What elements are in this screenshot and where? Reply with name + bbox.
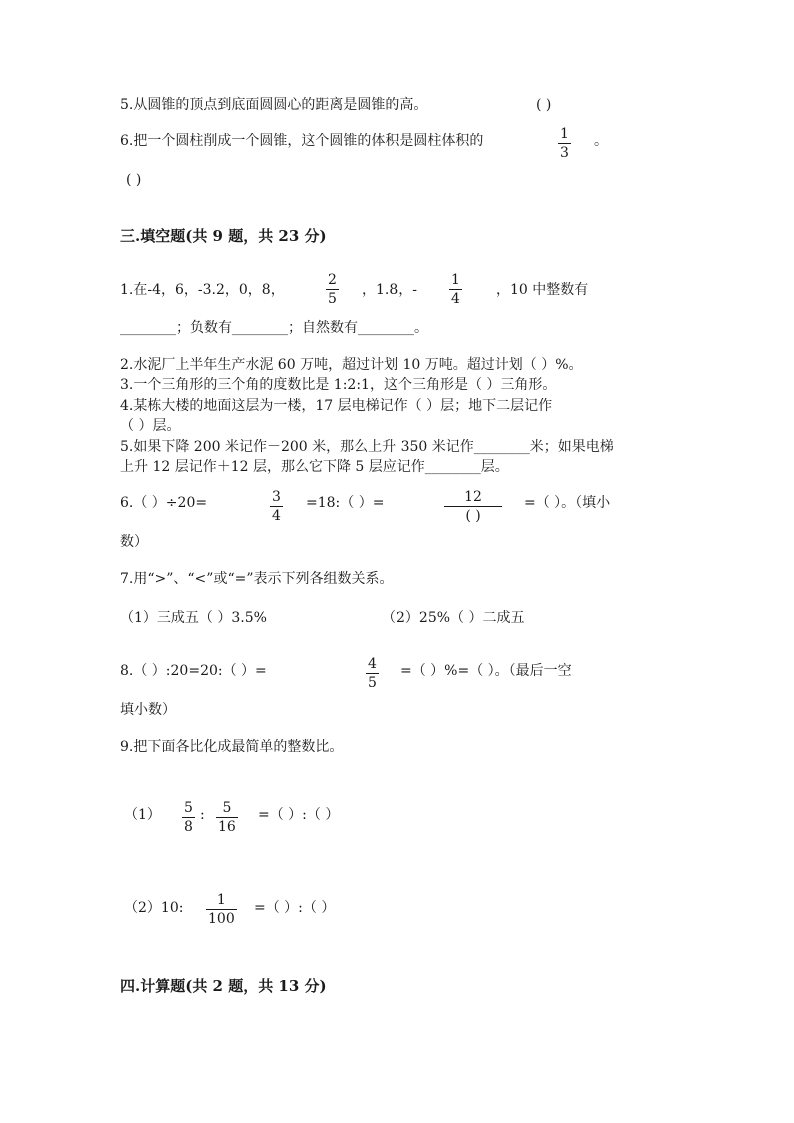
- fill-q9-item2-label: （2）10:: [124, 900, 184, 916]
- fraction-denominator: 3: [560, 145, 569, 161]
- fill-q1-part2: ，1.8，-: [362, 282, 417, 298]
- fraction-numerator: 5: [184, 800, 193, 816]
- fraction-numerator: 3: [272, 489, 281, 505]
- fraction-bar: [182, 817, 195, 818]
- fraction-denominator: 5: [368, 675, 377, 691]
- fraction-denominator: 4: [272, 508, 281, 524]
- fraction-numerator: 1: [216, 892, 226, 908]
- fill-q5-cont: 上升 12 层记作＋12 层，那么它下降 5 层应记作________层。: [120, 459, 509, 475]
- fill-q4: 4.某栋大楼的地面这层为一楼，17 层电梯记作（ ）层；地下二层记作: [120, 398, 553, 414]
- fraction-five-sixteenths: [216, 800, 238, 835]
- fill-q6: 6.（ ）÷20=: [120, 495, 208, 511]
- judge-q6-answer-paren: ( ): [126, 172, 142, 188]
- fraction-bar: [449, 289, 462, 290]
- fraction-five-eighths: [182, 800, 195, 835]
- fill-q8-part2: =（ ）%=（ ）。（最后一空: [400, 663, 572, 679]
- fill-q2: 2.水泥厂上半年生产水泥 60 万吨，超过计划 10 万吨。超过计划（ ）%。: [120, 357, 583, 373]
- fill-q7: 7.用“>”、“<”或“=”表示下列各组数关系。: [120, 571, 394, 587]
- fraction-denominator: 100: [208, 911, 235, 927]
- fraction-twelve-over-blank: [444, 489, 502, 524]
- fill-q6-cont: 数）: [120, 534, 148, 550]
- fill-q7-item1: （1）三成五（ ）3.5%: [120, 610, 267, 626]
- judge-q6-end: 。: [594, 133, 608, 149]
- fraction-numerator: 1: [560, 126, 569, 142]
- fill-q1-blanks: ________；负数有________；自然数有________。: [120, 320, 428, 336]
- fill-q9-item1-answer: =（ ）:（ ）: [258, 807, 340, 823]
- fill-q3: 3.一个三角形的三个角的度数比是 1:2:1，这个三角形是（ ）三角形。: [120, 377, 557, 393]
- fraction-denominator: 16: [218, 819, 236, 835]
- fill-q5: 5.如果下降 200 米记作－200 米，那么上升 350 米记作________米；如果电梯: [120, 439, 614, 455]
- fill-q6-part3: =（ ）。（填小: [524, 495, 611, 511]
- fraction-one-third: [558, 126, 571, 161]
- fill-q9: 9.把下面各比化成最简单的整数比。: [120, 739, 344, 755]
- fill-q1: 1.在-4，6，-3.2，0，8，: [120, 282, 285, 298]
- fill-q8: 8.（ ）:20=20:（ ）=: [120, 663, 267, 679]
- fill-q9-item2-answer: =（ ）:（ ）: [254, 900, 336, 916]
- fraction-one-hundredth: [206, 892, 237, 927]
- fraction-bar: [270, 506, 283, 507]
- fraction-four-fifths: [366, 656, 379, 691]
- fraction-bar: [558, 143, 571, 144]
- judge-q5: 5.从圆锥的顶点到底面圆圆心的距离是圆锥的高。: [120, 97, 428, 113]
- fraction-numerator: 4: [368, 656, 377, 672]
- fill-q7-item2: （2）25%（ ）二成五: [382, 610, 525, 626]
- section4-heading: 四.计算题(共 2 题，共 13 分): [120, 977, 327, 995]
- fraction-denominator: 4: [451, 291, 460, 307]
- fraction-one-quarter: [449, 272, 462, 307]
- fraction-numerator: 2: [328, 272, 337, 288]
- fraction-numerator: 5: [222, 800, 232, 816]
- judge-q6: 6.把一个圆柱削成一个圆锥，这个圆锥的体积是圆柱体积的: [120, 133, 484, 149]
- judge-q5-answer-paren: ( ): [536, 97, 552, 113]
- fraction-two-fifths: [326, 272, 339, 307]
- fraction-denominator: 5: [328, 291, 337, 307]
- fraction-denominator: ( ): [465, 508, 481, 524]
- section3-heading: 三.填空题(共 9 题，共 23 分): [120, 227, 327, 245]
- fraction-bar: [366, 673, 379, 674]
- fraction-bar: [216, 817, 238, 818]
- fill-q6-part2: =18:（ ）=: [306, 495, 385, 511]
- fraction-numerator: 12: [464, 489, 482, 505]
- fill-q8-cont: 填小数）: [120, 702, 176, 718]
- fill-q1-part3: ，10 中整数有: [496, 282, 589, 298]
- ratio-colon: :: [200, 807, 205, 823]
- fraction-bar: [206, 909, 237, 910]
- fraction-bar: [444, 506, 502, 507]
- fill-q9-item1-label: （1）: [124, 807, 161, 823]
- fraction-bar: [326, 289, 339, 290]
- fraction-numerator: 1: [451, 272, 460, 288]
- fill-q4-cont: （ ）层。: [120, 418, 181, 434]
- fraction-three-quarters: [270, 489, 283, 524]
- fraction-denominator: 8: [184, 819, 193, 835]
